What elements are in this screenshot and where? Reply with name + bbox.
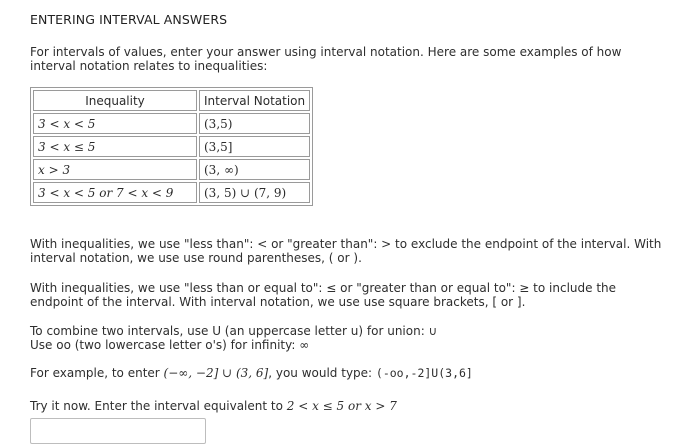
infinity-instruction: Use oo (two lowercase letter o's) for infinity: ∞: [30, 338, 310, 352]
inclusive-explanation: With inequalities, we use "less than or equal to": ≤ or "greater than or equal to": ≥ to include the endpoint of the interval. With interval notation, we use use square brackets, [ or ].: [30, 281, 617, 309]
examples-table: [30, 87, 313, 206]
interval-cell: (3, 5) ∪ (7, 9): [199, 182, 310, 203]
try-it-prefix: Try it now. Enter the interval equivalent to: [30, 399, 287, 413]
union-infinity-explanation: [30, 324, 670, 352]
table-row: [33, 182, 310, 203]
example-middle: , you would type:: [268, 366, 376, 380]
intro-text: For intervals of values, enter your answer using interval notation. Here are some examples of how interval notation relates to inequalities:: [30, 45, 622, 73]
inequality-cell: x > 3: [33, 159, 197, 180]
header-interval-notation: Interval Notation: [199, 90, 310, 111]
try-it-math: 2 < x ≤ 5 or x > 7: [286, 399, 397, 413]
table-row: [33, 113, 310, 134]
page-title: ENTERING INTERVAL ANSWERS: [30, 12, 228, 27]
table-row: [33, 159, 310, 180]
inequality-cell: 3 < x < 5 or 7 < x < 9: [33, 182, 197, 203]
interval-cell: (3,5]: [199, 136, 310, 157]
header-inequality: Inequality: [33, 90, 197, 111]
try-it-line: [30, 399, 670, 413]
example-line: [30, 366, 670, 380]
example-prefix: For example, to enter: [30, 366, 164, 380]
interval-cell: (3,5): [199, 113, 310, 134]
exclusive-explanation: With inequalities, we use "less than": < or "greater than": > to exclude the endpoint of the interval. With interval notation, we use use round parentheses, ( or ).: [30, 237, 662, 265]
interval-cell: (3, ∞): [199, 159, 310, 180]
example-typed: (-oo,-2]U(3,6]: [375, 366, 473, 380]
table-header-row: [33, 90, 310, 111]
union-instruction: To combine two intervals, use U (an uppercase letter u) for union: ∪: [30, 324, 438, 338]
inequality-cell: 3 < x < 5: [33, 113, 197, 134]
example-math: (−∞, −2] ∪ (3, 6]: [163, 366, 269, 380]
inequality-cell: 3 < x ≤ 5: [33, 136, 197, 157]
answer-input[interactable]: [30, 418, 206, 444]
table-row: [33, 136, 310, 157]
